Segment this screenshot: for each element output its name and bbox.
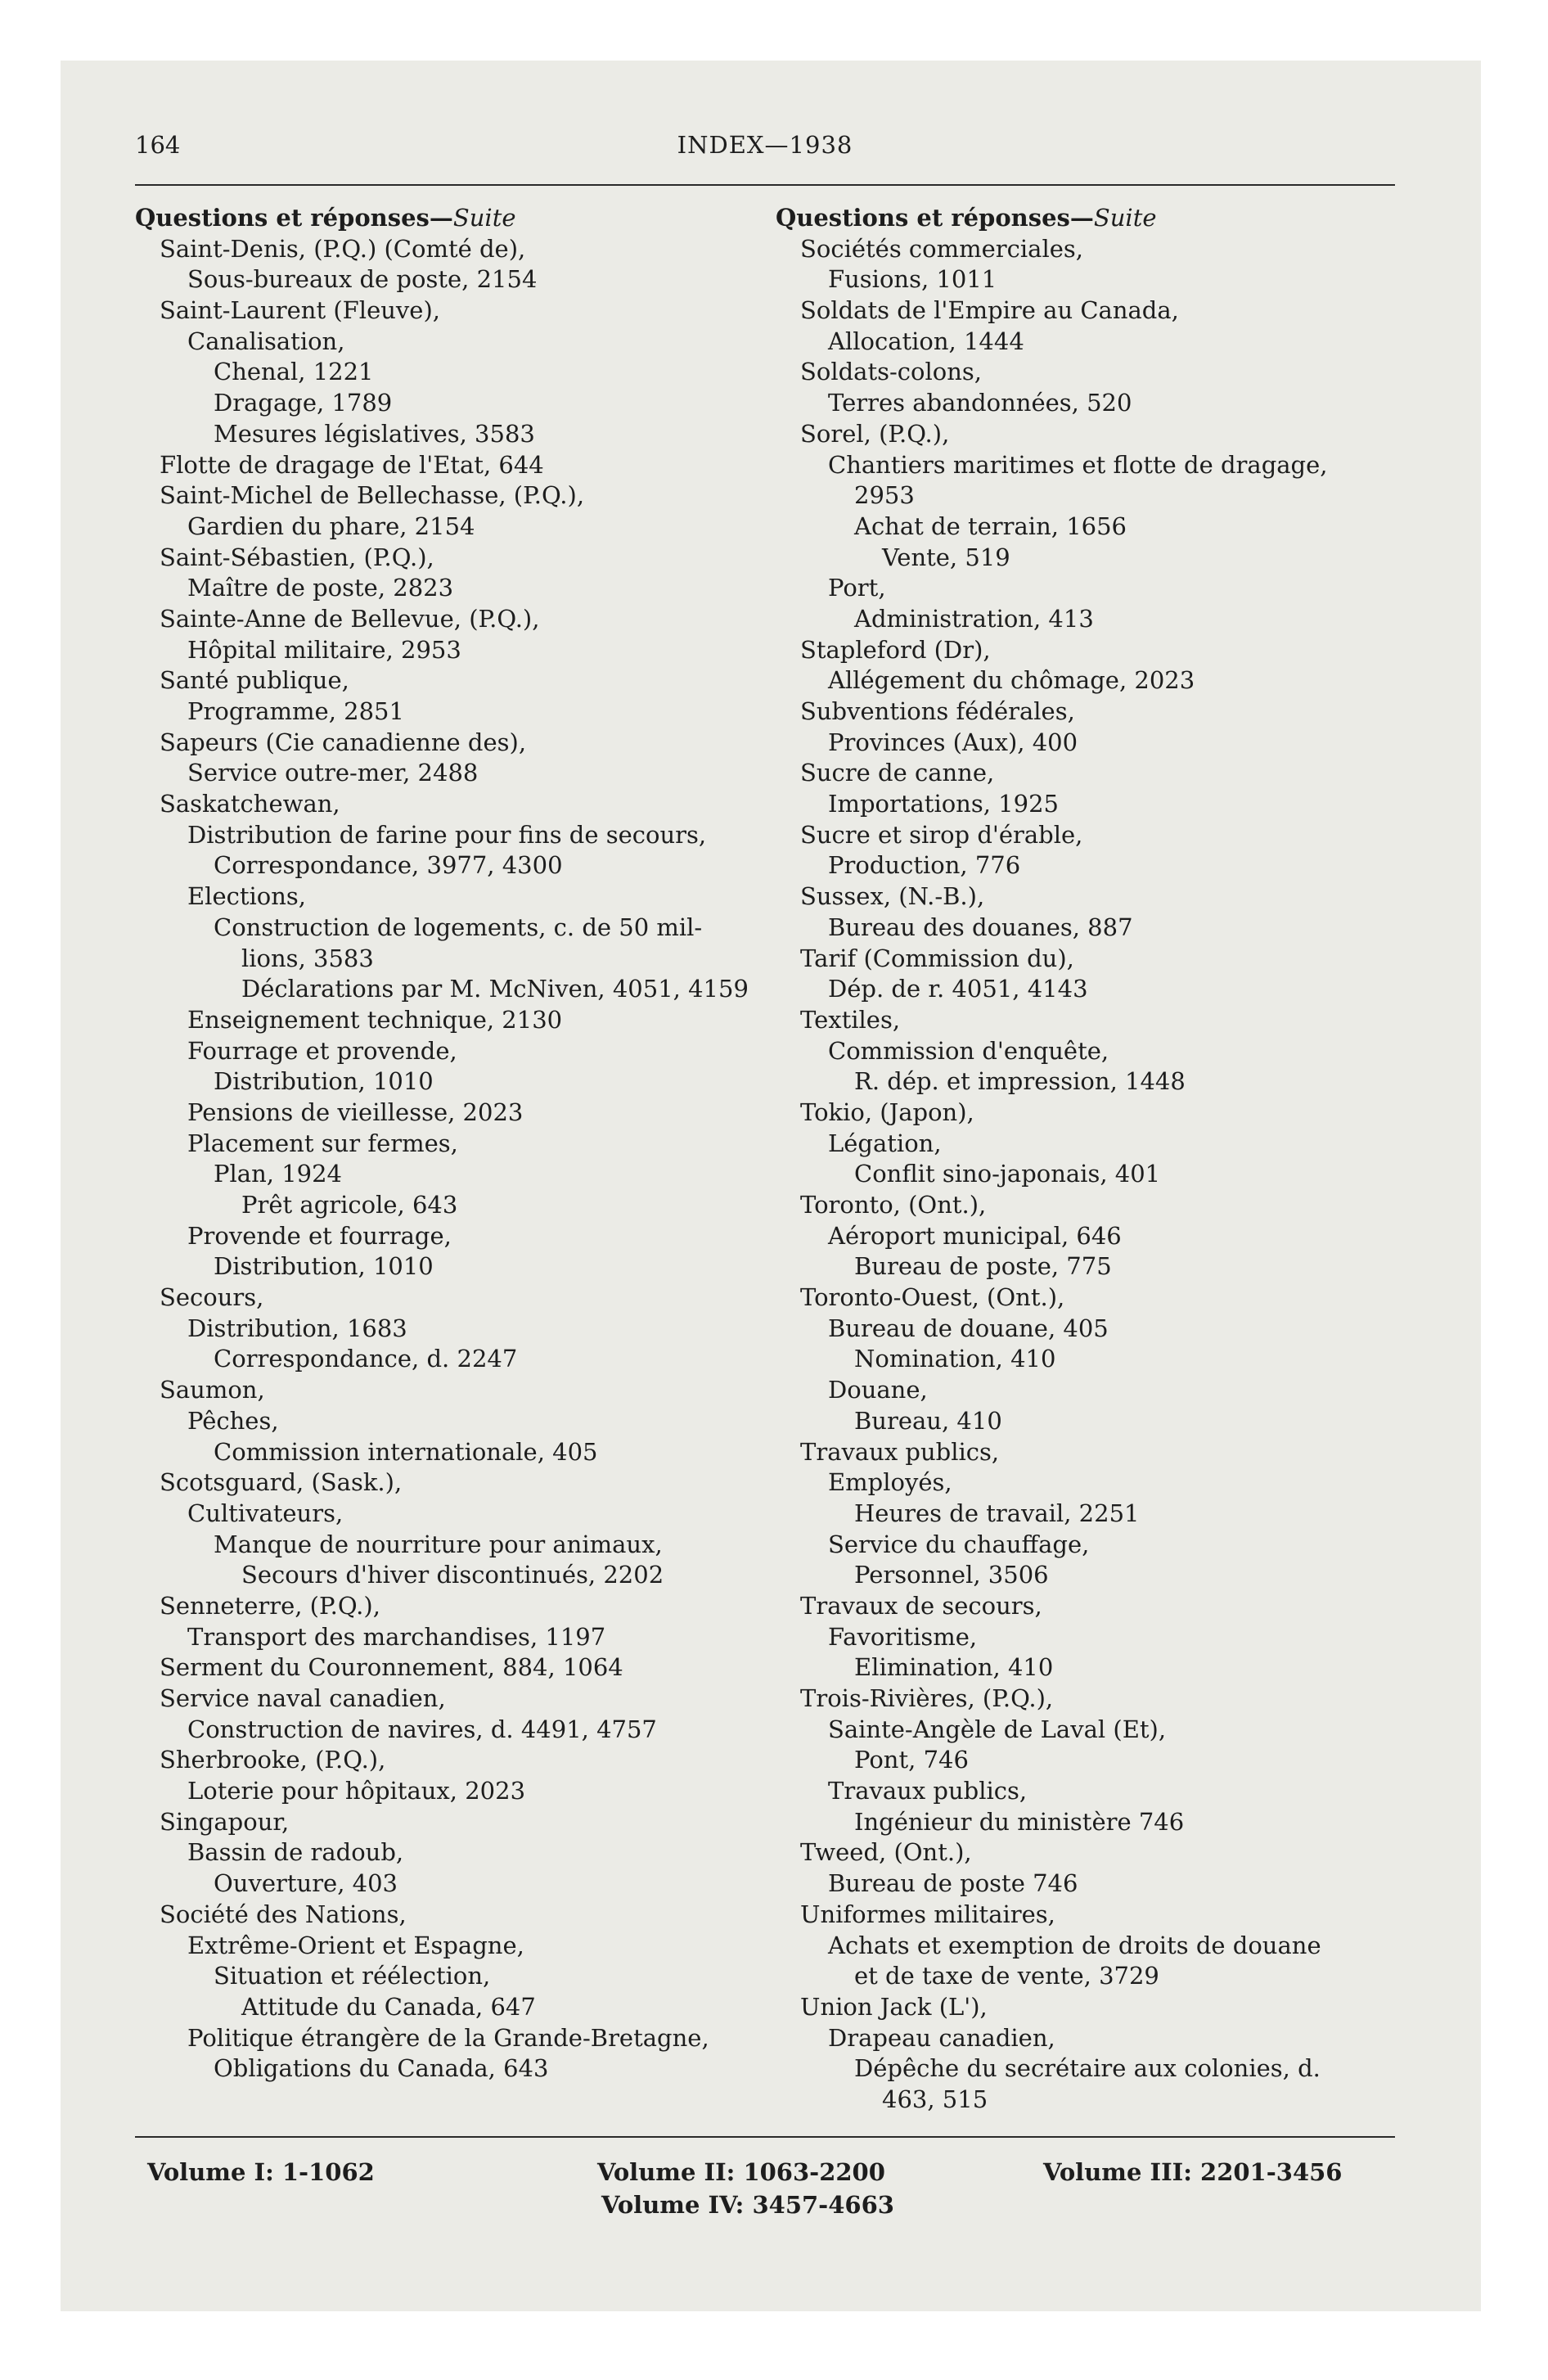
index-entry bbox=[776, 1159, 1414, 1190]
continued-heading bbox=[776, 203, 1414, 234]
entry-text: Trois-Rivières, (P.Q.), bbox=[800, 1684, 1054, 1712]
entry-text: Port, bbox=[828, 574, 886, 602]
index-entry bbox=[135, 1375, 773, 1406]
index-entry bbox=[776, 1745, 1414, 1776]
entry-text: Fusions, 1011 bbox=[828, 265, 997, 294]
index-entry bbox=[776, 1499, 1414, 1530]
entry-text: Hôpital militaire, 2953 bbox=[187, 635, 461, 664]
index-entry bbox=[776, 1005, 1414, 1036]
index-entry bbox=[135, 1314, 773, 1345]
index-entry bbox=[776, 2053, 1414, 2085]
entry-text: Bassin de radoub, bbox=[187, 1838, 404, 1867]
index-entry bbox=[135, 604, 773, 635]
index-entry bbox=[135, 1931, 773, 1962]
index-entry bbox=[135, 944, 773, 975]
index-entry bbox=[135, 327, 773, 358]
entry-text: Travaux de secours, bbox=[800, 1591, 1042, 1620]
entry-text: Sainte-Angèle de Laval (Et), bbox=[828, 1715, 1167, 1743]
suite-label: Suite bbox=[1093, 204, 1157, 232]
index-entry bbox=[135, 1129, 773, 1160]
entry-text: Légation, bbox=[828, 1129, 942, 1157]
entry-text: Correspondance, 3977, 4300 bbox=[214, 851, 563, 880]
index-entry bbox=[135, 450, 773, 481]
index-entry bbox=[776, 1591, 1414, 1622]
index-entry bbox=[135, 1251, 773, 1282]
index-entry bbox=[776, 1406, 1414, 1437]
entry-text: Canalisation, bbox=[187, 327, 345, 355]
entry-text: Travaux publics, bbox=[800, 1437, 1000, 1466]
entry-text: Vente, 519 bbox=[882, 543, 1010, 571]
entry-text: et de taxe de vente, 3729 bbox=[854, 1962, 1159, 1990]
entry-text: Correspondance, d. 2247 bbox=[214, 1345, 518, 1373]
entry-text: Sapeurs (Cie canadienne des), bbox=[160, 728, 527, 756]
running-head: INDEX—1938 bbox=[677, 131, 853, 159]
index-entry bbox=[135, 1437, 773, 1468]
index-entry bbox=[776, 1437, 1414, 1468]
entry-text: Pont, 746 bbox=[854, 1746, 969, 1774]
index-entry bbox=[776, 1560, 1414, 1591]
entry-text: Terres abandonnées, 520 bbox=[828, 389, 1132, 417]
volume-2-range: Volume II: 1063-2200 bbox=[597, 2158, 885, 2186]
entry-text: Bureau, 410 bbox=[854, 1406, 1002, 1435]
index-entry bbox=[776, 388, 1414, 419]
entry-text: Mesures législatives, 3583 bbox=[214, 419, 535, 448]
index-entry bbox=[776, 1715, 1414, 1746]
entry-text: Flotte de dragage de l'Etat, 644 bbox=[160, 450, 544, 479]
index-entry bbox=[135, 1837, 773, 1868]
entry-text: Toronto, (Ont.), bbox=[800, 1191, 987, 1219]
entry-text: Chantiers maritimes et flotte de dragage, bbox=[828, 450, 1328, 479]
entry-text: Pensions de vieillesse, 2023 bbox=[187, 1098, 524, 1126]
entry-text: Sherbrooke, (P.Q.), bbox=[160, 1746, 386, 1774]
index-entry bbox=[776, 295, 1414, 327]
index-entry bbox=[135, 820, 773, 851]
index-entry bbox=[776, 665, 1414, 696]
index-entry bbox=[776, 357, 1414, 388]
entry-text: Placement sur fermes, bbox=[187, 1129, 458, 1157]
entry-text: R. dép. et impression, 1448 bbox=[854, 1067, 1186, 1096]
index-entry bbox=[776, 1961, 1414, 1992]
entry-text: Scotsguard, (Sask.), bbox=[160, 1468, 403, 1497]
index-entry bbox=[135, 1098, 773, 1129]
index-entry bbox=[776, 1375, 1414, 1406]
entry-text: Provinces (Aux), 400 bbox=[828, 728, 1078, 756]
index-entry bbox=[135, 1221, 773, 1252]
index-entry bbox=[776, 1652, 1414, 1684]
entry-text: Sociétés commerciales, bbox=[800, 234, 1083, 263]
entry-text: Travaux publics, bbox=[828, 1777, 1028, 1805]
index-entry bbox=[776, 1868, 1414, 1900]
entry-text: Importations, 1925 bbox=[828, 790, 1059, 818]
entry-text: Achats et exemption de droits de douane bbox=[828, 1931, 1321, 1959]
suite-label: Suite bbox=[452, 204, 516, 232]
index-entry bbox=[776, 789, 1414, 820]
index-entry bbox=[776, 1992, 1414, 2023]
entry-text: Bureau de douane, 405 bbox=[828, 1314, 1109, 1342]
index-entry bbox=[135, 1715, 773, 1746]
entry-text: Distribution de farine pour fins de secours, bbox=[187, 820, 707, 849]
entry-text: Serment du Couronnement, 884, 1064 bbox=[160, 1653, 623, 1682]
index-entry bbox=[776, 1837, 1414, 1868]
index-entry bbox=[776, 913, 1414, 944]
entry-text: Personnel, 3506 bbox=[854, 1561, 1049, 1589]
entry-text: Bureau des douanes, 887 bbox=[828, 913, 1133, 941]
entry-text: Obligations du Canada, 643 bbox=[214, 2054, 549, 2083]
index-entry bbox=[776, 728, 1414, 759]
index-entry bbox=[135, 1005, 773, 1036]
index-entry bbox=[776, 1931, 1414, 1962]
entry-text: Provende et fourrage, bbox=[187, 1221, 452, 1250]
index-entry bbox=[135, 696, 773, 728]
index-entry bbox=[776, 758, 1414, 789]
entry-text: Saumon, bbox=[160, 1376, 265, 1404]
index-entry bbox=[776, 1900, 1414, 1931]
entry-text: Tweed, (Ont.), bbox=[800, 1838, 972, 1867]
entry-text: Distribution, 1683 bbox=[187, 1314, 407, 1342]
footer-rule bbox=[135, 2136, 1395, 2138]
entry-text: Elimination, 410 bbox=[854, 1653, 1054, 1682]
entry-text: Sucre et sirop d'érable, bbox=[800, 820, 1083, 849]
index-entry bbox=[776, 2085, 1414, 2116]
index-entry bbox=[776, 696, 1414, 728]
entry-text: Singapour, bbox=[160, 1807, 290, 1836]
entry-text: Douane, bbox=[828, 1376, 928, 1404]
index-entry bbox=[135, 1499, 773, 1530]
index-entry bbox=[135, 728, 773, 759]
index-entry bbox=[776, 1807, 1414, 1838]
entry-text: lions, 3583 bbox=[241, 944, 374, 972]
index-entry bbox=[776, 2023, 1414, 2054]
index-entry bbox=[135, 665, 773, 696]
index-entry bbox=[776, 1622, 1414, 1653]
index-entry bbox=[135, 1467, 773, 1499]
index-entry bbox=[776, 604, 1414, 635]
index-entry bbox=[135, 1900, 773, 1931]
entry-text: Construction de navires, d. 4491, 4757 bbox=[187, 1715, 657, 1743]
entry-text: Service du chauffage, bbox=[828, 1530, 1090, 1558]
entry-text: Secours, bbox=[160, 1283, 264, 1312]
index-entry bbox=[135, 881, 773, 913]
entry-text: Sussex, (N.-B.), bbox=[800, 882, 985, 911]
index-entry bbox=[135, 1961, 773, 1992]
index-entry bbox=[776, 573, 1414, 604]
index-entry bbox=[776, 1036, 1414, 1067]
index-entry bbox=[135, 913, 773, 944]
entry-text: Situation et réélection, bbox=[214, 1962, 491, 1990]
index-entry bbox=[135, 264, 773, 295]
entry-text: Questions et réponses— bbox=[135, 204, 453, 232]
entry-text: Fourrage et provende, bbox=[187, 1036, 457, 1065]
entry-text: Saint-Michel de Bellechasse, (P.Q.), bbox=[160, 481, 585, 510]
entry-text: Saint-Denis, (P.Q.) (Comté de), bbox=[160, 234, 526, 263]
entry-text: Tarif (Commission du), bbox=[800, 944, 1074, 972]
index-entry bbox=[135, 1190, 773, 1221]
index-entry bbox=[135, 635, 773, 666]
entry-text: Ouverture, 403 bbox=[214, 1869, 398, 1898]
header-rule bbox=[135, 184, 1395, 186]
index-entry bbox=[776, 327, 1414, 358]
index-entry bbox=[776, 419, 1414, 450]
index-entry bbox=[776, 1251, 1414, 1282]
entry-text: Prêt agricole, 643 bbox=[241, 1191, 458, 1219]
index-entry bbox=[776, 264, 1414, 295]
index-entry bbox=[776, 1776, 1414, 1807]
index-entry bbox=[776, 234, 1414, 265]
entry-text: Aéroport municipal, 646 bbox=[828, 1221, 1122, 1250]
index-entry bbox=[135, 480, 773, 512]
entry-text: Uniformes militaires, bbox=[800, 1900, 1055, 1928]
entry-text: Textiles, bbox=[800, 1005, 901, 1034]
index-entry bbox=[776, 1314, 1414, 1345]
entry-text: Chenal, 1221 bbox=[214, 358, 374, 386]
entry-text: Transport des marchandises, 1197 bbox=[187, 1622, 606, 1651]
index-entry bbox=[776, 1066, 1414, 1098]
entry-text: Questions et réponses— bbox=[776, 204, 1094, 232]
entry-text: Programme, 2851 bbox=[187, 697, 404, 725]
index-entry bbox=[135, 974, 773, 1005]
entry-text: Secours d'hiver discontinués, 2202 bbox=[241, 1561, 664, 1589]
index-entry bbox=[135, 543, 773, 574]
index-entry bbox=[776, 944, 1414, 975]
index-entry bbox=[135, 1159, 773, 1190]
entry-text: Sorel, (P.Q.), bbox=[800, 419, 950, 448]
volume-4-range: Volume IV: 3457-4663 bbox=[601, 2191, 894, 2219]
entry-text: Allégement du chômage, 2023 bbox=[828, 666, 1195, 695]
index-entry bbox=[776, 543, 1414, 574]
entry-text: Production, 776 bbox=[828, 851, 1021, 880]
index-entry bbox=[135, 1344, 773, 1375]
index-entry bbox=[135, 419, 773, 450]
index-entry bbox=[135, 234, 773, 265]
index-entry bbox=[135, 1992, 773, 2023]
entry-text: Bureau de poste, 775 bbox=[854, 1252, 1112, 1281]
entry-text: Dép. de r. 4051, 4143 bbox=[828, 975, 1088, 1003]
entry-text: Société des Nations, bbox=[160, 1900, 407, 1928]
entry-text: Soldats-colons, bbox=[800, 358, 983, 386]
entry-text: Gardien du phare, 2154 bbox=[187, 512, 475, 540]
entry-text: Dépêche du secrétaire aux colonies, d. bbox=[854, 2054, 1321, 2083]
entry-text: Dragage, 1789 bbox=[214, 389, 393, 417]
entry-text: Administration, 413 bbox=[854, 604, 1094, 633]
index-entry bbox=[776, 1467, 1414, 1499]
entry-text: Bureau de poste 746 bbox=[828, 1869, 1078, 1898]
entry-text: Service outre-mer, 2488 bbox=[187, 759, 479, 787]
index-entry bbox=[135, 1684, 773, 1715]
index-entry bbox=[135, 295, 773, 327]
index-entry bbox=[135, 1406, 773, 1437]
index-entry bbox=[776, 820, 1414, 851]
entry-text: Conflit sino-japonais, 401 bbox=[854, 1160, 1161, 1188]
index-entry bbox=[135, 758, 773, 789]
entry-text: Sucre de canne, bbox=[800, 759, 995, 787]
entry-text: Ingénieur du ministère 746 bbox=[854, 1807, 1185, 1836]
index-entry bbox=[776, 850, 1414, 881]
entry-text: Stapleford (Dr), bbox=[800, 635, 991, 664]
page-header bbox=[135, 131, 1395, 172]
index-entry bbox=[135, 1591, 773, 1622]
index-entry bbox=[776, 480, 1414, 512]
entry-text: Allocation, 1444 bbox=[828, 327, 1024, 355]
entry-text: Commission d'enquête, bbox=[828, 1036, 1109, 1065]
index-entry bbox=[135, 1036, 773, 1067]
entry-text: Employés, bbox=[828, 1468, 952, 1497]
index-entry bbox=[776, 974, 1414, 1005]
index-entry bbox=[135, 357, 773, 388]
index-entry bbox=[135, 1622, 773, 1653]
entry-text: Drapeau canadien, bbox=[828, 2023, 1055, 2052]
index-entry bbox=[776, 1684, 1414, 1715]
entry-text: Manque de nourriture pour animaux, bbox=[214, 1530, 663, 1558]
index-entry bbox=[135, 1530, 773, 1561]
entry-text: Commission internationale, 405 bbox=[214, 1437, 598, 1466]
index-entry bbox=[776, 1190, 1414, 1221]
entry-text: Saint-Sébastien, (P.Q.), bbox=[160, 543, 434, 571]
entry-text: Soldats de l'Empire au Canada, bbox=[800, 296, 1179, 325]
page-number: 164 bbox=[135, 131, 181, 159]
entry-text: Saint-Laurent (Fleuve), bbox=[160, 296, 440, 325]
index-entry bbox=[776, 1282, 1414, 1314]
entry-text: Extrême-Orient et Espagne, bbox=[187, 1931, 524, 1959]
entry-text: Loterie pour hôpitaux, 2023 bbox=[187, 1777, 526, 1805]
index-entry bbox=[135, 1066, 773, 1098]
index-entry bbox=[776, 1098, 1414, 1129]
index-entry bbox=[776, 881, 1414, 913]
index-entry bbox=[135, 1807, 773, 1838]
index-entry bbox=[135, 1776, 773, 1807]
entry-text: Attitude du Canada, 647 bbox=[241, 1992, 536, 2021]
entry-text: Nomination, 410 bbox=[854, 1345, 1056, 1373]
entry-text: Service naval canadien, bbox=[160, 1684, 446, 1712]
index-entry bbox=[135, 850, 773, 881]
entry-text: Senneterre, (P.Q.), bbox=[160, 1591, 380, 1620]
index-entry bbox=[776, 1344, 1414, 1375]
index-entry bbox=[135, 1560, 773, 1591]
entry-text: Achat de terrain, 1656 bbox=[854, 512, 1127, 540]
index-entry bbox=[135, 1745, 773, 1776]
entry-text: Construction de logements, c. de 50 mil- bbox=[214, 913, 703, 941]
volume-1-range: Volume I: 1-1062 bbox=[147, 2158, 375, 2186]
entry-text: 2953 bbox=[854, 481, 915, 510]
index-entry bbox=[135, 573, 773, 604]
left-column bbox=[135, 203, 773, 2085]
index-entry bbox=[135, 2053, 773, 2085]
index-entry bbox=[776, 512, 1414, 543]
entry-text: Subventions fédérales, bbox=[800, 697, 1075, 725]
entry-text: Elections, bbox=[187, 882, 307, 911]
entry-text: Cultivateurs, bbox=[187, 1499, 344, 1527]
volume-footer bbox=[135, 2148, 1395, 2222]
entry-text: Politique étrangère de la Grande-Bretagne, bbox=[187, 2023, 709, 2052]
index-entry bbox=[135, 388, 773, 419]
index-entry bbox=[776, 1221, 1414, 1252]
entry-text: Distribution, 1010 bbox=[214, 1252, 434, 1281]
entry-text: Déclarations par M. McNiven, 4051, 4159 bbox=[241, 975, 749, 1003]
entry-text: Heures de travail, 2251 bbox=[854, 1499, 1140, 1527]
index-entry bbox=[135, 2023, 773, 2054]
entry-text: Pêches, bbox=[187, 1406, 279, 1435]
entry-text: Plan, 1924 bbox=[214, 1160, 342, 1188]
entry-text: Tokio, (Japon), bbox=[800, 1098, 974, 1126]
index-entry bbox=[135, 1868, 773, 1900]
entry-text: Saskatchewan, bbox=[160, 790, 340, 818]
entry-text: Maître de poste, 2823 bbox=[187, 574, 454, 602]
entry-text: Distribution, 1010 bbox=[214, 1067, 434, 1096]
entry-text: Union Jack (L'), bbox=[800, 1992, 988, 2021]
right-column bbox=[776, 203, 1414, 2116]
entry-text: Toronto-Ouest, (Ont.), bbox=[800, 1283, 1065, 1312]
entry-text: Santé publique, bbox=[160, 666, 349, 695]
index-entry bbox=[135, 512, 773, 543]
index-entry bbox=[135, 789, 773, 820]
continued-heading bbox=[135, 203, 773, 234]
index-entry bbox=[135, 1282, 773, 1314]
index-entry bbox=[776, 1530, 1414, 1561]
index-entry bbox=[776, 635, 1414, 666]
index-entry bbox=[776, 450, 1414, 481]
entry-text: Favoritisme, bbox=[828, 1622, 978, 1651]
volume-3-range: Volume III: 2201-3456 bbox=[1043, 2158, 1343, 2186]
entry-text: 463, 515 bbox=[882, 2085, 988, 2113]
index-entry bbox=[776, 1129, 1414, 1160]
entry-text: Sainte-Anne de Bellevue, (P.Q.), bbox=[160, 604, 540, 633]
entry-text: Sous-bureaux de poste, 2154 bbox=[187, 265, 538, 294]
entry-text: Enseignement technique, 2130 bbox=[187, 1005, 563, 1034]
index-entry bbox=[135, 1652, 773, 1684]
